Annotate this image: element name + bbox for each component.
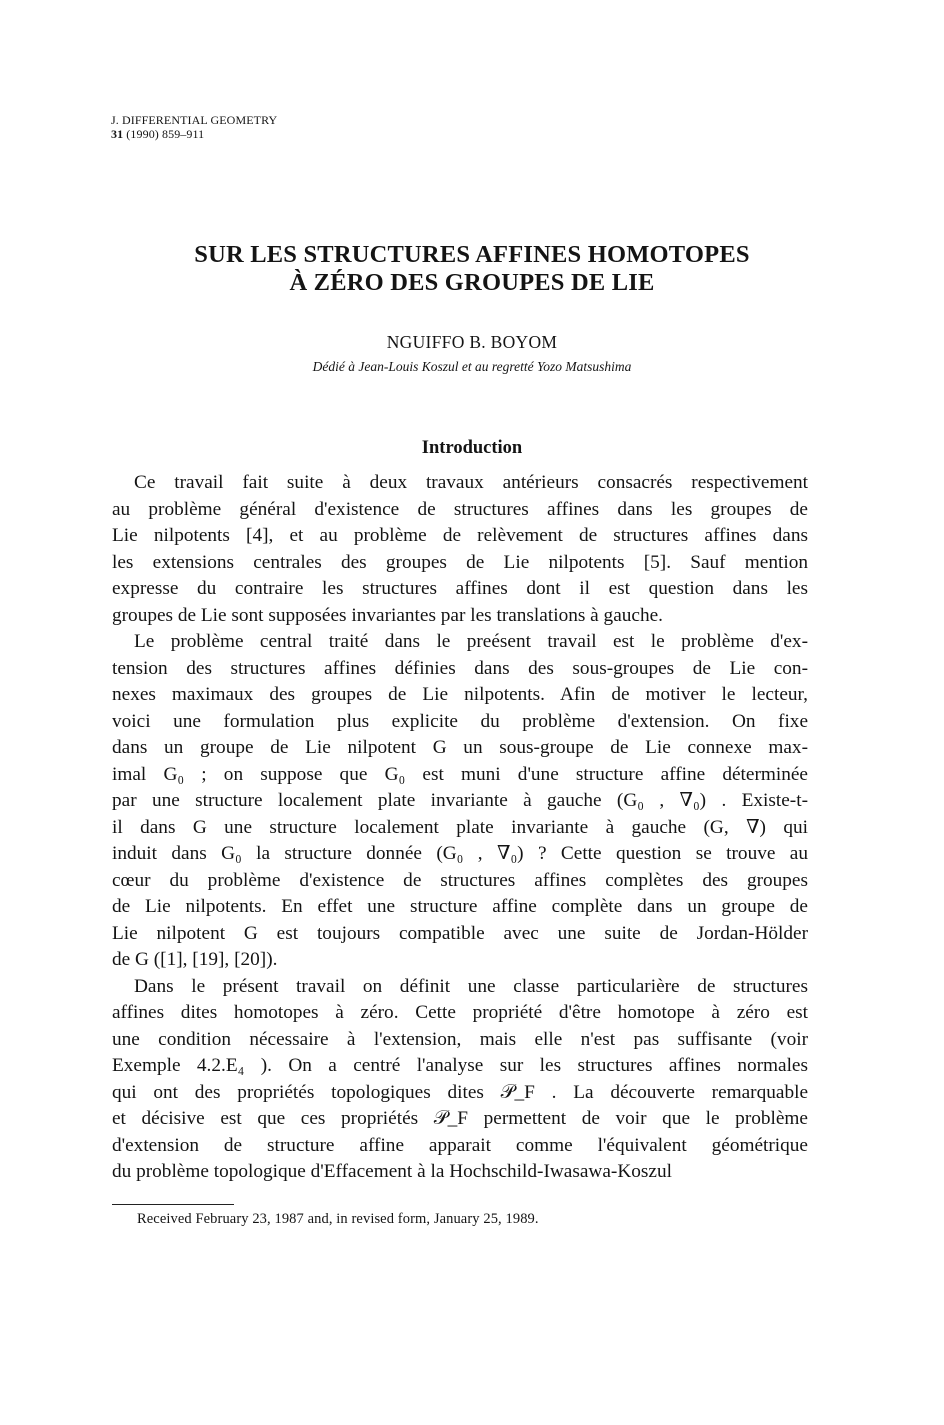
text-line: Ce travail fait suite à deux travaux antérieurs consacrés respectivement bbox=[134, 472, 808, 493]
footnote: Received February 23, 1987 and, in revised form, January 25, 1989. bbox=[137, 1211, 539, 1227]
journal-volume: 31 bbox=[111, 127, 124, 141]
journal-pages: (1990) 859–911 bbox=[123, 127, 205, 141]
text-line: d'extension de structure affine apparait comme l'équivalent géométrique bbox=[112, 1134, 808, 1156]
text-line: du problème topologique d'Effacement à la Hochschild-Iwasawa-Koszul bbox=[112, 1161, 672, 1182]
paragraph bbox=[112, 470, 808, 629]
journal-citation bbox=[111, 127, 277, 141]
text-line: dans un groupe de Lie nilpotent G un sous-groupe de Lie connexe max- bbox=[112, 737, 808, 758]
text-line: groupes de Lie sont supposées invariantes par les translations à gauche. bbox=[112, 604, 663, 626]
text-line: voici une formulation plus explicite du problème d'extension. On fixe bbox=[112, 710, 808, 732]
text-line: expresse du contraire les structures affines dont il est question dans les bbox=[112, 578, 808, 599]
author-name: NGUIFFO B. BOYOM bbox=[386, 332, 558, 352]
paragraph bbox=[112, 629, 808, 974]
text-line: de G ([1], [19], [20]). bbox=[112, 949, 278, 970]
text-line: Exemple 4.2.E₄ ). On a centré l'analyse sur les structures affines normales bbox=[112, 1055, 808, 1076]
text-line: tension des structures affines définies dans des sous-groupes de Lie con- bbox=[112, 657, 808, 679]
text-line: Le problème central traité dans le preésent travail est le problème d'ex- bbox=[134, 631, 808, 652]
text-line: Dans le présent travail on définit une classe particularière de structures bbox=[134, 975, 808, 997]
text-line: affines dites homotopes à zéro. Cette propriété d'être homotope à zéro est bbox=[112, 1002, 808, 1023]
text-line: Lie nilpotent G est toujours compatible avec une suite de Jordan-Hölder bbox=[112, 922, 808, 944]
body-text bbox=[112, 470, 808, 1186]
paper-title-line-1: SUR LES STRUCTURES AFFINES HOMOTOPES bbox=[194, 241, 750, 268]
text-line: induit dans G₀ la structure donnée (G₀ , ∇₀) ? Cette question se trouve au bbox=[112, 843, 808, 864]
journal-name: J. DIFFERENTIAL GEOMETRY bbox=[111, 113, 278, 127]
text-line: par une structure localement plate invariante à gauche (G₀ , ∇₀) . Existe-t- bbox=[112, 790, 808, 811]
text-line: cœur du problème d'existence de structures affines complètes des groupes bbox=[112, 869, 808, 891]
paragraph bbox=[112, 974, 808, 1186]
paper-title bbox=[0, 241, 944, 297]
text-line: Lie nilpotents [4], et au problème de relèvement de structures affines dans bbox=[112, 525, 808, 546]
text-line: une condition nécessaire à l'extension, mais elle n'est pas suffisante (voir bbox=[112, 1028, 808, 1050]
text-line: il dans G une structure localement plate invariante à gauche (G, ∇) qui bbox=[112, 816, 808, 838]
footnote-rule bbox=[112, 1204, 234, 1205]
dedication: Dédié à Jean-Louis Koszul et au regretté Yozo Matsushima bbox=[312, 359, 632, 374]
text-line: nexes maximaux des groupes de Lie nilpotents. Afin de motiver le lecteur, bbox=[112, 684, 808, 705]
section-heading: Introduction bbox=[421, 438, 523, 458]
text-line: qui ont des propriétés topologiques dites 𝒫_F . La découverte remarquable bbox=[112, 1081, 808, 1103]
text-line: au problème général d'existence de structures affines dans les groupes de bbox=[112, 498, 808, 520]
text-line: les extensions centrales des groupes de Lie nilpotents [5]. Sauf mention bbox=[112, 551, 808, 573]
text-line: de Lie nilpotents. En effet une structure affine complète dans un groupe de bbox=[112, 896, 808, 917]
journal-header bbox=[111, 113, 277, 141]
paper-title-line-2: À ZÉRO DES GROUPES DE LIE bbox=[289, 269, 655, 296]
text-line: et décisive est que ces propriétés 𝒫_F permettent de voir que le problème bbox=[112, 1108, 808, 1129]
text-line: imal G₀ ; on suppose que G₀ est muni d'une structure affine déterminée bbox=[112, 763, 808, 785]
